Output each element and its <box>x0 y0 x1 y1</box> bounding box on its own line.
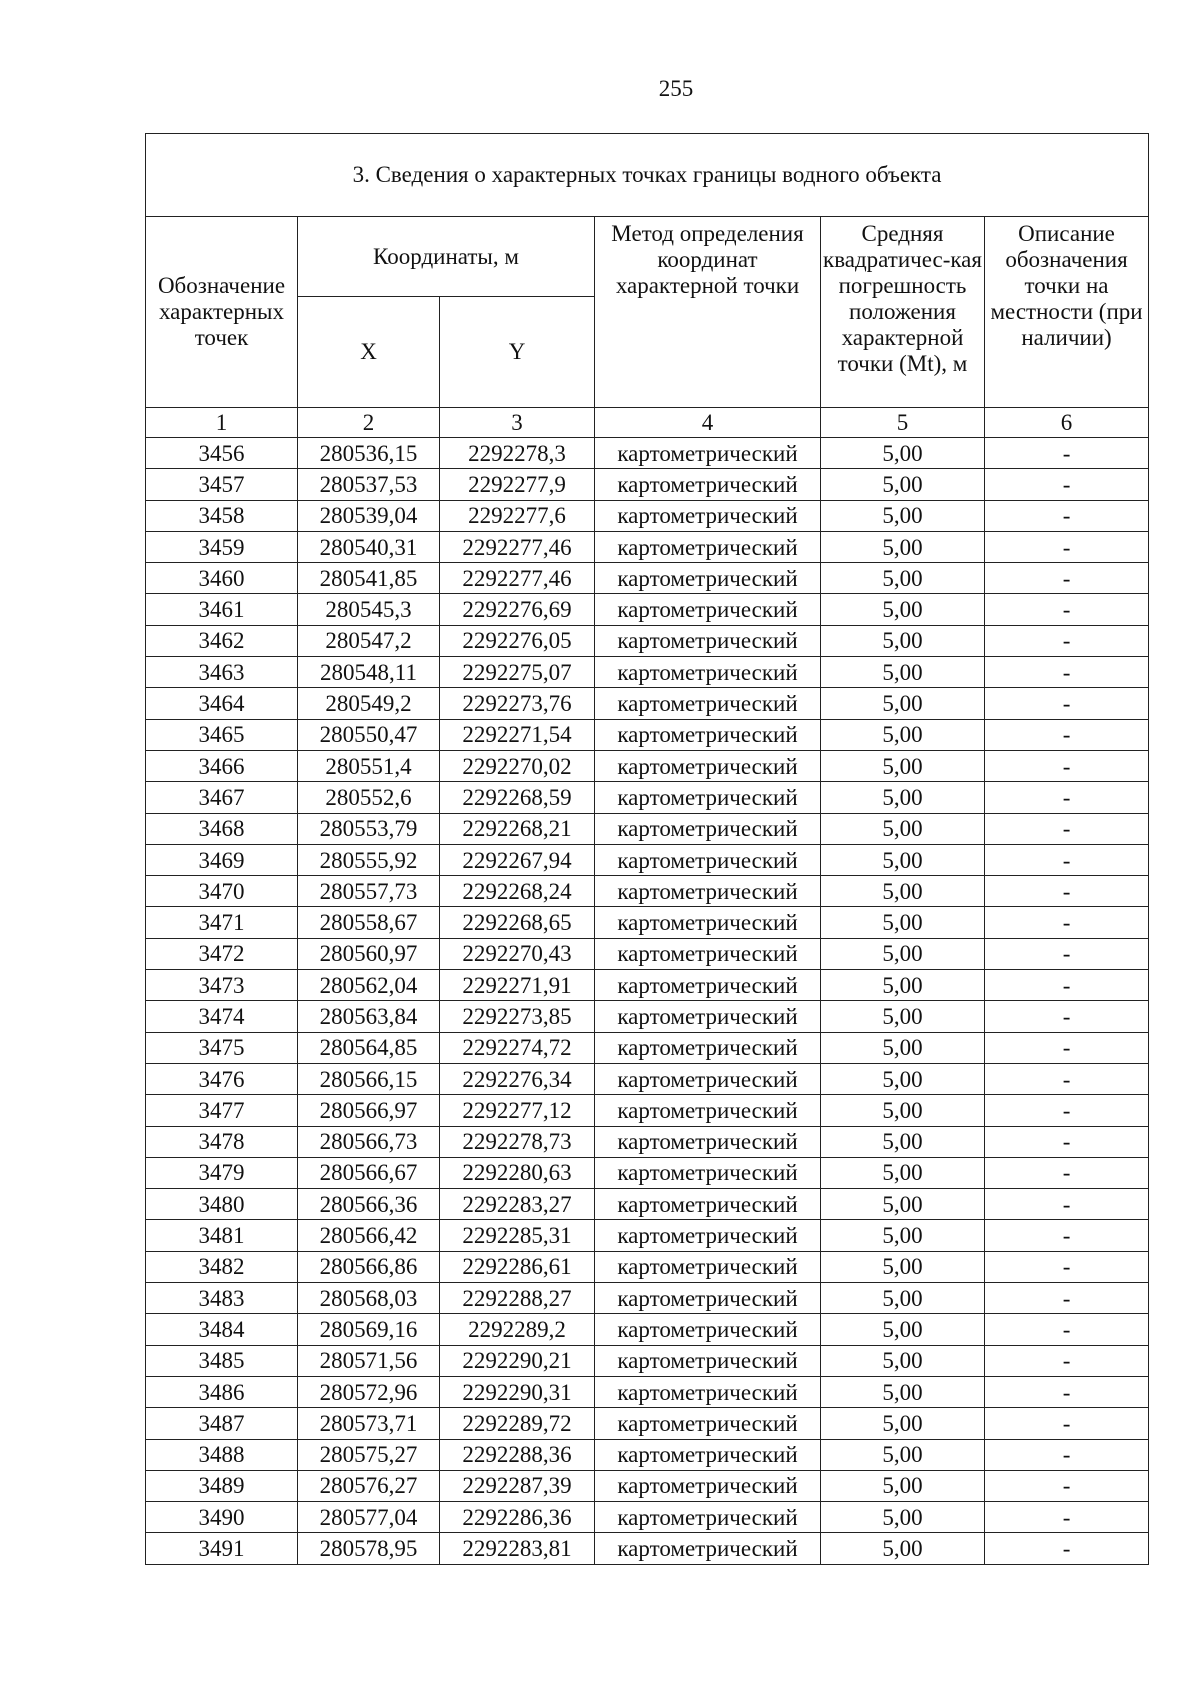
method-cell: картометрический <box>595 1408 821 1439</box>
point-id-cell: 3461 <box>146 594 298 625</box>
x-coordinate-cell: 280577,04 <box>298 1502 440 1533</box>
header-row-main <box>146 217 1149 297</box>
point-id-cell: 3481 <box>146 1220 298 1251</box>
table-row <box>146 469 1149 500</box>
table-row <box>146 782 1149 813</box>
table-row <box>146 657 1149 688</box>
header-error: Средняя квадратичес-кая погрешность положения характерной точки (Mt), м <box>821 217 985 408</box>
method-cell: картометрический <box>595 1470 821 1501</box>
description-cell: - <box>985 1470 1149 1501</box>
table-row <box>146 938 1149 969</box>
column-number-cell: 1 <box>146 408 298 438</box>
description-cell: - <box>985 750 1149 781</box>
description-cell: - <box>985 876 1149 907</box>
y-coordinate-cell: 2292271,91 <box>440 970 595 1001</box>
method-cell: картометрический <box>595 1502 821 1533</box>
error-cell: 5,00 <box>821 1439 985 1470</box>
header-y: Y <box>440 297 595 408</box>
point-id-cell: 3483 <box>146 1283 298 1314</box>
description-cell: - <box>985 688 1149 719</box>
header-description: Описание обозначения точки на местности (при наличии) <box>985 217 1149 408</box>
point-id-cell: 3471 <box>146 907 298 938</box>
error-cell: 5,00 <box>821 1032 985 1063</box>
point-id-cell: 3465 <box>146 719 298 750</box>
point-id-cell: 3484 <box>146 1314 298 1345</box>
y-coordinate-cell: 2292290,21 <box>440 1345 595 1376</box>
y-coordinate-cell: 2292283,81 <box>440 1533 595 1564</box>
method-cell: картометрический <box>595 782 821 813</box>
error-cell: 5,00 <box>821 1157 985 1188</box>
point-id-cell: 3462 <box>146 625 298 656</box>
error-cell: 5,00 <box>821 438 985 469</box>
method-cell: картометрический <box>595 688 821 719</box>
y-coordinate-cell: 2292268,24 <box>440 876 595 907</box>
point-id-cell: 3487 <box>146 1408 298 1439</box>
error-cell: 5,00 <box>821 594 985 625</box>
y-coordinate-cell: 2292271,54 <box>440 719 595 750</box>
y-coordinate-cell: 2292277,12 <box>440 1095 595 1126</box>
table-title: 3. Сведения о характерных точках границы водного объекта <box>146 134 1149 217</box>
description-cell: - <box>985 1063 1149 1094</box>
point-id-cell: 3466 <box>146 750 298 781</box>
method-cell: картометрический <box>595 563 821 594</box>
table-row <box>146 1220 1149 1251</box>
error-cell: 5,00 <box>821 1126 985 1157</box>
method-cell: картометрический <box>595 844 821 875</box>
method-cell: картометрический <box>595 1001 821 1032</box>
error-cell: 5,00 <box>821 531 985 562</box>
column-number-row <box>146 408 1149 438</box>
x-coordinate-cell: 280572,96 <box>298 1376 440 1407</box>
y-coordinate-cell: 2292275,07 <box>440 657 595 688</box>
point-id-cell: 3470 <box>146 876 298 907</box>
x-coordinate-cell: 280566,42 <box>298 1220 440 1251</box>
error-cell: 5,00 <box>821 813 985 844</box>
y-coordinate-cell: 2292288,36 <box>440 1439 595 1470</box>
x-coordinate-cell: 280566,15 <box>298 1063 440 1094</box>
x-coordinate-cell: 280575,27 <box>298 1439 440 1470</box>
x-coordinate-cell: 280564,85 <box>298 1032 440 1063</box>
page-number: 255 <box>658 76 694 101</box>
error-cell: 5,00 <box>821 625 985 656</box>
x-coordinate-cell: 280568,03 <box>298 1283 440 1314</box>
y-coordinate-cell: 2292290,31 <box>440 1376 595 1407</box>
x-coordinate-cell: 280563,84 <box>298 1001 440 1032</box>
description-cell: - <box>985 938 1149 969</box>
x-coordinate-cell: 280536,15 <box>298 438 440 469</box>
table-row <box>146 907 1149 938</box>
x-coordinate-cell: 280551,4 <box>298 750 440 781</box>
method-cell: картометрический <box>595 1220 821 1251</box>
x-coordinate-cell: 280560,97 <box>298 938 440 969</box>
table-row <box>146 1063 1149 1094</box>
point-id-cell: 3478 <box>146 1126 298 1157</box>
table-row <box>146 970 1149 1001</box>
y-coordinate-cell: 2292287,39 <box>440 1470 595 1501</box>
error-cell: 5,00 <box>821 938 985 969</box>
method-cell: картометрический <box>595 1157 821 1188</box>
table-row <box>146 500 1149 531</box>
x-coordinate-cell: 280566,67 <box>298 1157 440 1188</box>
method-cell: картометрический <box>595 938 821 969</box>
y-coordinate-cell: 2292274,72 <box>440 1032 595 1063</box>
x-coordinate-cell: 280540,31 <box>298 531 440 562</box>
method-cell: картометрический <box>595 1439 821 1470</box>
x-coordinate-cell: 280550,47 <box>298 719 440 750</box>
description-cell: - <box>985 782 1149 813</box>
method-cell: картометрический <box>595 438 821 469</box>
table-row <box>146 688 1149 719</box>
x-coordinate-cell: 280566,73 <box>298 1126 440 1157</box>
error-cell: 5,00 <box>821 782 985 813</box>
y-coordinate-cell: 2292286,36 <box>440 1502 595 1533</box>
method-cell: картометрический <box>595 876 821 907</box>
x-coordinate-cell: 280569,16 <box>298 1314 440 1345</box>
error-cell: 5,00 <box>821 844 985 875</box>
point-id-cell: 3458 <box>146 500 298 531</box>
x-coordinate-cell: 280576,27 <box>298 1470 440 1501</box>
x-coordinate-cell: 280553,79 <box>298 813 440 844</box>
table-row <box>146 1126 1149 1157</box>
x-coordinate-cell: 280578,95 <box>298 1533 440 1564</box>
y-coordinate-cell: 2292278,3 <box>440 438 595 469</box>
table-row <box>146 531 1149 562</box>
point-id-cell: 3489 <box>146 1470 298 1501</box>
description-cell: - <box>985 1157 1149 1188</box>
x-coordinate-cell: 280566,97 <box>298 1095 440 1126</box>
description-cell: - <box>985 1283 1149 1314</box>
description-cell: - <box>985 1032 1149 1063</box>
boundary-points-table <box>145 133 1149 1565</box>
table-row <box>146 1314 1149 1345</box>
description-cell: - <box>985 657 1149 688</box>
table-row <box>146 1095 1149 1126</box>
description-cell: - <box>985 1095 1149 1126</box>
method-cell: картометрический <box>595 1345 821 1376</box>
column-number-cell: 6 <box>985 408 1149 438</box>
method-cell: картометрический <box>595 594 821 625</box>
error-cell: 5,00 <box>821 469 985 500</box>
method-cell: картометрический <box>595 750 821 781</box>
table-title-row <box>146 134 1149 217</box>
x-coordinate-cell: 280545,3 <box>298 594 440 625</box>
y-coordinate-cell: 2292289,2 <box>440 1314 595 1345</box>
y-coordinate-cell: 2292278,73 <box>440 1126 595 1157</box>
description-cell: - <box>985 1220 1149 1251</box>
y-coordinate-cell: 2292277,46 <box>440 563 595 594</box>
point-id-cell: 3485 <box>146 1345 298 1376</box>
error-cell: 5,00 <box>821 907 985 938</box>
description-cell: - <box>985 907 1149 938</box>
x-coordinate-cell: 280541,85 <box>298 563 440 594</box>
error-cell: 5,00 <box>821 876 985 907</box>
y-coordinate-cell: 2292277,46 <box>440 531 595 562</box>
description-cell: - <box>985 469 1149 500</box>
y-coordinate-cell: 2292276,69 <box>440 594 595 625</box>
error-cell: 5,00 <box>821 1470 985 1501</box>
table-row <box>146 438 1149 469</box>
error-cell: 5,00 <box>821 1314 985 1345</box>
description-cell: - <box>985 531 1149 562</box>
table-header <box>146 134 1149 438</box>
error-cell: 5,00 <box>821 1502 985 1533</box>
description-cell: - <box>985 1189 1149 1220</box>
description-cell: - <box>985 813 1149 844</box>
x-coordinate-cell: 280562,04 <box>298 970 440 1001</box>
table-row <box>146 876 1149 907</box>
x-coordinate-cell: 280549,2 <box>298 688 440 719</box>
method-cell: картометрический <box>595 1314 821 1345</box>
point-id-cell: 3457 <box>146 469 298 500</box>
y-coordinate-cell: 2292285,31 <box>440 1220 595 1251</box>
boundary-points-table-wrapper <box>145 133 1148 1565</box>
error-cell: 5,00 <box>821 688 985 719</box>
error-cell: 5,00 <box>821 1251 985 1282</box>
x-coordinate-cell: 280539,04 <box>298 500 440 531</box>
method-cell: картометрический <box>595 907 821 938</box>
table-row <box>146 1439 1149 1470</box>
error-cell: 5,00 <box>821 563 985 594</box>
method-cell: картометрический <box>595 1126 821 1157</box>
point-id-cell: 3468 <box>146 813 298 844</box>
point-id-cell: 3467 <box>146 782 298 813</box>
description-cell: - <box>985 1314 1149 1345</box>
error-cell: 5,00 <box>821 719 985 750</box>
table-row <box>146 1408 1149 1439</box>
point-id-cell: 3480 <box>146 1189 298 1220</box>
description-cell: - <box>985 625 1149 656</box>
point-id-cell: 3464 <box>146 688 298 719</box>
table-row <box>146 844 1149 875</box>
point-id-cell: 3469 <box>146 844 298 875</box>
table-row <box>146 594 1149 625</box>
error-cell: 5,00 <box>821 1189 985 1220</box>
method-cell: картометрический <box>595 1533 821 1564</box>
y-coordinate-cell: 2292268,59 <box>440 782 595 813</box>
method-cell: картометрический <box>595 1376 821 1407</box>
method-cell: картометрический <box>595 1063 821 1094</box>
table-row <box>146 1345 1149 1376</box>
method-cell: картометрический <box>595 719 821 750</box>
error-cell: 5,00 <box>821 1095 985 1126</box>
error-cell: 5,00 <box>821 1533 985 1564</box>
header-method: Метод определения координат характерной точки <box>595 217 821 408</box>
x-coordinate-cell: 280552,6 <box>298 782 440 813</box>
point-id-cell: 3460 <box>146 563 298 594</box>
description-cell: - <box>985 719 1149 750</box>
table-row <box>146 1502 1149 1533</box>
method-cell: картометрический <box>595 1032 821 1063</box>
point-id-cell: 3472 <box>146 938 298 969</box>
description-cell: - <box>985 1533 1149 1564</box>
x-coordinate-cell: 280558,67 <box>298 907 440 938</box>
error-cell: 5,00 <box>821 657 985 688</box>
table-row <box>146 1001 1149 1032</box>
table-row <box>146 625 1149 656</box>
x-coordinate-cell: 280573,71 <box>298 1408 440 1439</box>
x-coordinate-cell: 280548,11 <box>298 657 440 688</box>
y-coordinate-cell: 2292276,34 <box>440 1063 595 1094</box>
point-id-cell: 3475 <box>146 1032 298 1063</box>
description-cell: - <box>985 1251 1149 1282</box>
y-coordinate-cell: 2292270,02 <box>440 750 595 781</box>
table-body <box>146 438 1149 1565</box>
point-id-cell: 3477 <box>146 1095 298 1126</box>
error-cell: 5,00 <box>821 970 985 1001</box>
point-id-cell: 3456 <box>146 438 298 469</box>
y-coordinate-cell: 2292289,72 <box>440 1408 595 1439</box>
error-cell: 5,00 <box>821 1408 985 1439</box>
table-row <box>146 1376 1149 1407</box>
table-row <box>146 719 1149 750</box>
method-cell: картометрический <box>595 469 821 500</box>
table-row <box>146 1533 1149 1564</box>
header-coordinates: Координаты, м <box>298 217 595 297</box>
header-x: X <box>298 297 440 408</box>
table-row <box>146 1470 1149 1501</box>
point-id-cell: 3482 <box>146 1251 298 1282</box>
x-coordinate-cell: 280557,73 <box>298 876 440 907</box>
error-cell: 5,00 <box>821 500 985 531</box>
y-coordinate-cell: 2292267,94 <box>440 844 595 875</box>
method-cell: картометрический <box>595 1189 821 1220</box>
column-number-cell: 3 <box>440 408 595 438</box>
error-cell: 5,00 <box>821 1283 985 1314</box>
description-cell: - <box>985 500 1149 531</box>
method-cell: картометрический <box>595 531 821 562</box>
method-cell: картометрический <box>595 813 821 844</box>
table-row <box>146 1283 1149 1314</box>
table-row <box>146 1157 1149 1188</box>
x-coordinate-cell: 280566,36 <box>298 1189 440 1220</box>
description-cell: - <box>985 1439 1149 1470</box>
x-coordinate-cell: 280571,56 <box>298 1345 440 1376</box>
point-id-cell: 3473 <box>146 970 298 1001</box>
method-cell: картометрический <box>595 1251 821 1282</box>
column-number-cell: 5 <box>821 408 985 438</box>
table-row <box>146 1032 1149 1063</box>
y-coordinate-cell: 2292273,76 <box>440 688 595 719</box>
error-cell: 5,00 <box>821 1001 985 1032</box>
description-cell: - <box>985 1126 1149 1157</box>
method-cell: картометрический <box>595 657 821 688</box>
y-coordinate-cell: 2292280,63 <box>440 1157 595 1188</box>
point-id-cell: 3463 <box>146 657 298 688</box>
y-coordinate-cell: 2292276,05 <box>440 625 595 656</box>
point-id-cell: 3488 <box>146 1439 298 1470</box>
point-id-cell: 3486 <box>146 1376 298 1407</box>
description-cell: - <box>985 1502 1149 1533</box>
point-id-cell: 3479 <box>146 1157 298 1188</box>
description-cell: - <box>985 1408 1149 1439</box>
table-row <box>146 750 1149 781</box>
description-cell: - <box>985 438 1149 469</box>
method-cell: картометрический <box>595 970 821 1001</box>
table-row <box>146 563 1149 594</box>
table-row <box>146 813 1149 844</box>
x-coordinate-cell: 280555,92 <box>298 844 440 875</box>
description-cell: - <box>985 1345 1149 1376</box>
y-coordinate-cell: 2292286,61 <box>440 1251 595 1282</box>
table-row <box>146 1189 1149 1220</box>
x-coordinate-cell: 280537,53 <box>298 469 440 500</box>
description-cell: - <box>985 1376 1149 1407</box>
point-id-cell: 3476 <box>146 1063 298 1094</box>
point-id-cell: 3490 <box>146 1502 298 1533</box>
method-cell: картометрический <box>595 625 821 656</box>
error-cell: 5,00 <box>821 1063 985 1094</box>
error-cell: 5,00 <box>821 1345 985 1376</box>
description-cell: - <box>985 844 1149 875</box>
x-coordinate-cell: 280547,2 <box>298 625 440 656</box>
header-point-designation: Обозначение характерных точек <box>146 217 298 408</box>
description-cell: - <box>985 970 1149 1001</box>
y-coordinate-cell: 2292273,85 <box>440 1001 595 1032</box>
y-coordinate-cell: 2292270,43 <box>440 938 595 969</box>
y-coordinate-cell: 2292277,9 <box>440 469 595 500</box>
method-cell: картометрический <box>595 500 821 531</box>
column-number-cell: 2 <box>298 408 440 438</box>
y-coordinate-cell: 2292277,6 <box>440 500 595 531</box>
y-coordinate-cell: 2292283,27 <box>440 1189 595 1220</box>
y-coordinate-cell: 2292288,27 <box>440 1283 595 1314</box>
y-coordinate-cell: 2292268,65 <box>440 907 595 938</box>
description-cell: - <box>985 594 1149 625</box>
table-row <box>146 1251 1149 1282</box>
point-id-cell: 3459 <box>146 531 298 562</box>
description-cell: - <box>985 1001 1149 1032</box>
error-cell: 5,00 <box>821 1376 985 1407</box>
point-id-cell: 3474 <box>146 1001 298 1032</box>
x-coordinate-cell: 280566,86 <box>298 1251 440 1282</box>
method-cell: картометрический <box>595 1283 821 1314</box>
y-coordinate-cell: 2292268,21 <box>440 813 595 844</box>
error-cell: 5,00 <box>821 1220 985 1251</box>
column-number-cell: 4 <box>595 408 821 438</box>
description-cell: - <box>985 563 1149 594</box>
error-cell: 5,00 <box>821 750 985 781</box>
method-cell: картометрический <box>595 1095 821 1126</box>
point-id-cell: 3491 <box>146 1533 298 1564</box>
